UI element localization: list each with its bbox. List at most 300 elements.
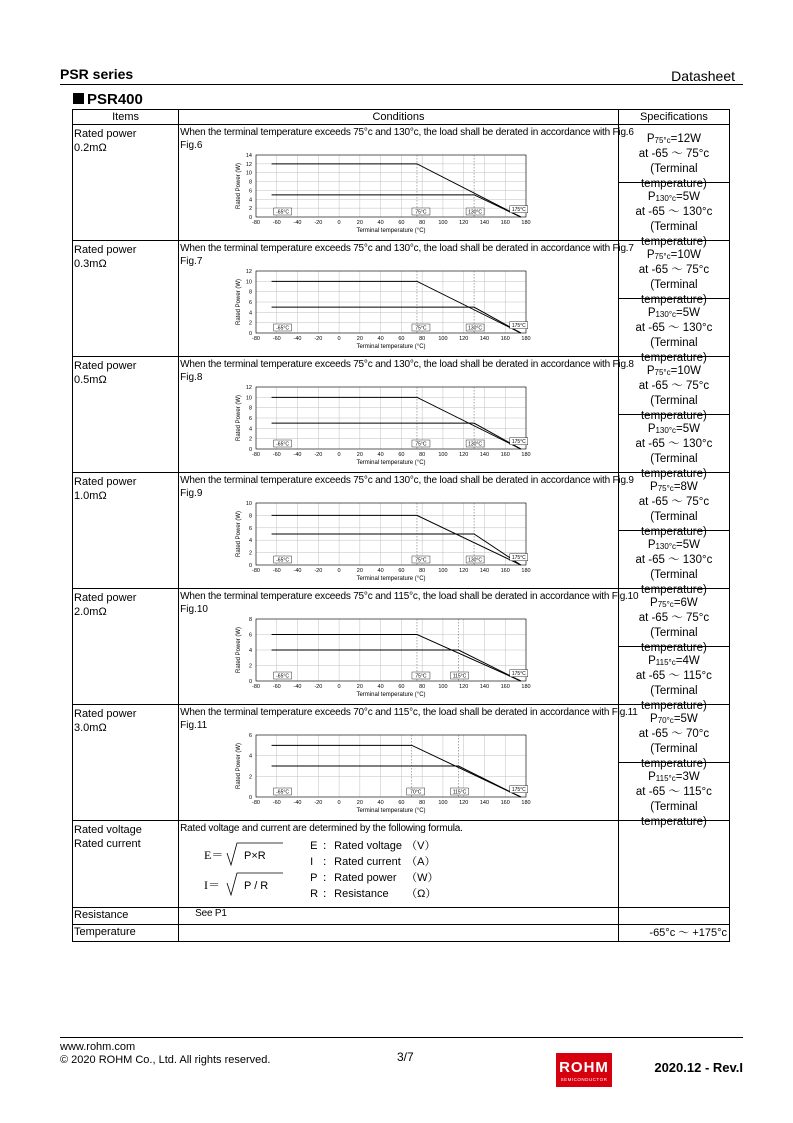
derating-condition: When the terminal temperature exceeds 75°c and 130°c, the load shall be derated in accordance with Fig.7	[180, 243, 634, 254]
spec-note: (Terminal temperature)	[640, 743, 707, 770]
spec-note: (Terminal temperature)	[640, 279, 707, 306]
annotation-label: 175°C	[511, 555, 526, 562]
x-tick-label: -80	[252, 800, 261, 806]
spec-range: at -65 ～ 130°c	[635, 322, 713, 334]
spec-range: at -65 ～ 130°c	[635, 554, 713, 566]
x-axis-label: Terminal temperature (°C)	[356, 344, 426, 350]
item-rated-voltage: Rated voltage	[74, 824, 142, 836]
x-tick-label: -20	[314, 220, 323, 226]
spec-p: P	[650, 597, 658, 609]
item-resistance-value: 1.0mΩ	[74, 490, 107, 502]
y-tick-label: 12	[246, 161, 253, 168]
footer-url[interactable]: www.rohm.com	[60, 1041, 136, 1053]
spec-sub: 115°c	[655, 774, 676, 783]
y-tick-label: 8	[249, 179, 253, 186]
x-tick-label: 140	[480, 800, 490, 806]
spec-power-1	[619, 357, 729, 422]
section-title	[73, 91, 143, 108]
spec-sub: 115°c	[655, 658, 676, 667]
x-tick-label: 180	[521, 452, 531, 458]
item-label: Rated power	[74, 128, 137, 140]
y-tick-label: 0	[249, 563, 253, 569]
spec-table	[72, 109, 730, 942]
x-tick-label: 0	[337, 684, 341, 690]
x-tick-label: 100	[438, 336, 448, 342]
y-tick-label: 6	[249, 416, 253, 422]
x-tick-label: 140	[480, 220, 490, 226]
spec-sub: 70°c	[657, 716, 674, 725]
y-tick-label: 14	[246, 153, 253, 159]
spec-p: P	[648, 655, 656, 667]
spec-range: at -65 ～ 70°c	[638, 728, 710, 740]
header-specifications: Specifications	[618, 110, 729, 125]
y-tick-label: 2	[249, 663, 253, 670]
annotation-label: 75°C	[415, 673, 427, 680]
spec-range: at -65 ～ 75°c	[638, 148, 710, 160]
legend-symbol: E	[310, 840, 318, 852]
x-tick-label: 40	[377, 568, 384, 574]
item-label: Rated power	[74, 360, 137, 372]
rated-power-row	[73, 125, 730, 241]
x-tick-label: 120	[459, 336, 469, 342]
legend-unit: （Ω）	[406, 888, 437, 900]
x-tick-label: 160	[500, 800, 510, 806]
item-label: Rated power	[74, 476, 137, 488]
spec-sub: 130°c	[655, 194, 677, 203]
spec-power-2	[619, 646, 729, 712]
formula-graphic	[199, 839, 319, 901]
annotation-label: 70°C	[410, 789, 422, 796]
rated-power-row	[73, 473, 730, 589]
x-tick-label: 0	[337, 220, 341, 226]
x-tick-label: -80	[252, 684, 261, 690]
y-tick-label: 4	[249, 648, 253, 654]
y-tick-label: 2	[249, 206, 253, 213]
derating-chart	[231, 499, 531, 583]
y-tick-label: 10	[246, 501, 253, 507]
x-tick-label: 20	[356, 336, 364, 342]
x-tick-label: 120	[459, 220, 469, 226]
legend-name: Rated voltage	[334, 840, 403, 852]
x-tick-label: 120	[459, 684, 469, 690]
y-tick-label: 2	[249, 550, 253, 557]
formula-legend-row	[310, 885, 436, 901]
rated-power-row	[73, 357, 730, 473]
formula-i-left: I＝	[204, 878, 221, 892]
header-rule	[60, 84, 743, 85]
fig-label: Fig.8	[180, 372, 203, 383]
x-tick-label: -20	[314, 684, 323, 690]
x-tick-label: 40	[377, 336, 384, 342]
series-line	[272, 635, 521, 682]
footer-copyright: © 2020 ROHM Co., Ltd. All rights reserved.	[60, 1054, 271, 1066]
y-tick-label: 0	[249, 215, 253, 221]
spec-p: P	[647, 539, 656, 551]
annotation-label: 175°C	[511, 439, 526, 446]
item-label: Rated power	[74, 244, 137, 256]
x-axis-label: Terminal temperature (°C)	[356, 576, 426, 582]
y-tick-label: 4	[249, 753, 253, 760]
x-tick-label: -80	[252, 452, 261, 458]
x-tick-label: -60	[272, 220, 281, 226]
x-tick-label: 160	[500, 568, 510, 574]
x-tick-label: -20	[314, 568, 323, 574]
item-resistance-value: 0.3mΩ	[74, 258, 107, 270]
derating-condition: When the terminal temperature exceeds 75°c and 115°c, the load shall be derated in accordance with Fig.10	[180, 591, 639, 602]
rated-power-row	[73, 705, 730, 821]
y-tick-label: 0	[249, 331, 253, 337]
x-tick-label: -20	[314, 336, 323, 342]
legend-name: Resistance	[334, 888, 389, 900]
spec-power-2	[619, 414, 729, 480]
spec-note: (Terminal temperature)	[640, 685, 707, 712]
spec-range: at -65 ～ 115°c	[635, 670, 712, 682]
y-tick-label: 4	[249, 310, 253, 317]
series-line	[272, 766, 521, 797]
spec-p: P	[650, 481, 658, 493]
annotation-label: 130°C	[468, 441, 483, 448]
spec-value: =10W	[670, 365, 701, 377]
y-tick-label: 8	[249, 513, 253, 520]
spec-note: (Terminal temperature)	[640, 569, 707, 596]
formula-e-left: E＝	[204, 848, 224, 862]
x-tick-label: 100	[438, 684, 448, 690]
x-tick-label: -80	[252, 220, 261, 226]
annotation-label: 115°C	[452, 673, 467, 680]
x-tick-label: -20	[314, 452, 323, 458]
x-axis-label: Terminal temperature (°C)	[356, 460, 426, 466]
x-tick-label: 120	[459, 568, 469, 574]
x-tick-label: -60	[272, 684, 281, 690]
resistance-row	[73, 908, 730, 925]
x-tick-label: 100	[438, 220, 448, 226]
spec-value: =5W	[676, 191, 700, 203]
x-tick-label: 40	[377, 684, 384, 690]
x-tick-label: 100	[438, 568, 448, 574]
spec-range: at -65 ～ 75°c	[638, 264, 710, 276]
y-tick-label: 2	[249, 436, 253, 443]
rated-vi-condition: Rated voltage and current are determined by the following formula.	[180, 823, 463, 834]
item-temperature: Temperature	[74, 926, 136, 938]
x-tick-label: 160	[500, 452, 510, 458]
spec-range: at -65 ～ 130°c	[635, 206, 713, 218]
x-tick-label: 0	[337, 336, 341, 342]
y-tick-label: 6	[249, 188, 253, 195]
header-items: Items	[73, 110, 179, 125]
formula-block	[179, 837, 618, 907]
x-tick-label: -60	[272, 452, 281, 458]
spec-range: at -65 ～ 75°c	[638, 496, 710, 508]
y-tick-label: 10	[246, 395, 253, 402]
annotation-label: 175°C	[511, 207, 526, 214]
spec-sub: 75°c	[654, 136, 671, 145]
annotation-label: 175°C	[511, 323, 526, 330]
formula-legend-row	[310, 837, 435, 853]
datasheet-label: Datasheet	[671, 68, 735, 84]
spec-p: P	[647, 423, 656, 435]
spec-note: (Terminal temperature)	[640, 627, 707, 654]
derating-condition: When the terminal temperature exceeds 75°c and 130°c, the load shall be derated in accordance with Fig.6	[180, 127, 634, 138]
x-tick-label: 20	[356, 568, 364, 574]
x-tick-label: 20	[356, 220, 364, 226]
spec-note: (Terminal temperature)	[640, 221, 707, 248]
x-tick-label: 140	[480, 336, 490, 342]
header-conditions: Conditions	[179, 110, 619, 125]
x-axis-label: Terminal temperature (°C)	[356, 808, 426, 814]
spec-power-2	[619, 530, 729, 596]
x-tick-label: 140	[480, 568, 490, 574]
x-tick-label: 80	[419, 220, 426, 226]
x-tick-label: -40	[293, 684, 302, 690]
x-tick-label: -40	[293, 568, 302, 574]
formula-legend-row	[310, 869, 438, 885]
x-tick-label: 0	[337, 568, 341, 574]
spec-sub: 75°c	[654, 252, 671, 261]
annotation-label: 75°C	[415, 209, 427, 216]
fig-label: Fig.6	[180, 140, 203, 151]
legend-symbol: I	[310, 856, 314, 868]
legend-sep: ：	[322, 888, 334, 900]
derating-condition: When the terminal temperature exceeds 75°c and 130°c, the load shall be derated in accordance with Fig.9	[180, 475, 634, 486]
x-tick-label: -40	[293, 220, 302, 226]
annotation-label: 175°C	[511, 671, 526, 678]
annotation-label: 115°C	[452, 789, 467, 796]
annotation-label: 75°C	[415, 557, 427, 564]
fig-label: Fig.11	[180, 720, 208, 731]
y-tick-label: 8	[249, 289, 253, 296]
y-tick-label: 4	[249, 538, 253, 545]
item-resistance-value: 0.2mΩ	[74, 142, 107, 154]
spec-sub: 130°c	[655, 310, 677, 319]
x-tick-label: 80	[419, 800, 426, 806]
x-tick-label: 180	[521, 220, 531, 226]
spec-value: =5W	[676, 423, 700, 435]
spec-sub: 75°c	[654, 368, 671, 377]
legend-sep: ：	[322, 840, 334, 852]
spec-range: at -65 ～ 130°c	[635, 438, 713, 450]
x-tick-label: -60	[272, 336, 281, 342]
annotation-label: 175°C	[511, 787, 526, 794]
legend-symbol: P	[310, 872, 318, 884]
spec-range: at -65 ～ 75°c	[638, 380, 710, 392]
item-rated-current: Rated current	[74, 838, 141, 850]
y-tick-label: 0	[249, 679, 253, 685]
annotation-label: 75°C	[415, 441, 427, 448]
derating-chart	[231, 731, 531, 815]
y-tick-label: 2	[249, 320, 253, 327]
spec-p: P	[647, 191, 656, 203]
rated-vi-row	[73, 821, 730, 908]
spec-p: P	[646, 365, 655, 377]
y-tick-label: 6	[249, 525, 253, 532]
legend-sep: ：	[322, 872, 334, 884]
square-bullet-icon	[73, 93, 84, 104]
y-tick-label: 8	[249, 405, 253, 412]
annotation-label: -65°C	[276, 557, 290, 564]
spec-sub: 75°c	[657, 484, 674, 493]
x-tick-label: -60	[272, 800, 281, 806]
x-tick-label: 160	[500, 336, 510, 342]
x-tick-label: 40	[377, 220, 384, 226]
y-tick-label: 10	[246, 170, 253, 177]
spec-power-1	[619, 473, 729, 538]
x-tick-label: 60	[398, 220, 405, 226]
spec-p: P	[646, 133, 655, 145]
fig-label: Fig.7	[180, 256, 203, 267]
x-tick-label: 120	[459, 452, 469, 458]
x-axis-label: Terminal temperature (°C)	[356, 692, 426, 698]
item-resistance-value: 2.0mΩ	[74, 606, 107, 618]
spec-power-2	[619, 762, 729, 828]
y-axis-label: Rated Power (W)	[236, 278, 243, 326]
logo-text: ROHM	[559, 1059, 609, 1076]
x-tick-label: -40	[293, 452, 302, 458]
x-tick-label: 20	[356, 452, 364, 458]
x-tick-label: 180	[521, 684, 531, 690]
formula-legend-row	[310, 853, 435, 869]
y-axis-label: Rated Power (W)	[236, 626, 243, 674]
spec-power-2	[619, 298, 729, 364]
x-tick-label: 180	[521, 336, 531, 342]
spec-p: P	[648, 771, 656, 783]
x-tick-label: 160	[500, 220, 510, 226]
series-line	[272, 745, 521, 797]
y-tick-label: 4	[249, 197, 253, 204]
x-tick-label: 20	[356, 800, 364, 806]
x-tick-label: 0	[337, 800, 341, 806]
x-tick-label: -20	[314, 800, 323, 806]
spec-value: =5W	[676, 539, 700, 551]
item-label: Rated power	[74, 708, 137, 720]
annotation-label: -65°C	[276, 789, 290, 796]
derating-condition: When the terminal temperature exceeds 70°c and 115°c, the load shall be derated in accordance with Fig.11	[180, 707, 638, 718]
y-tick-label: 8	[249, 617, 253, 623]
spec-power-1	[619, 125, 729, 190]
x-tick-label: -80	[252, 336, 261, 342]
formula-i-inner: P / R	[244, 880, 269, 892]
y-axis-label: Rated Power (W)	[236, 394, 243, 442]
derating-condition: When the terminal temperature exceeds 75°c and 130°c, the load shall be derated in accordance with Fig.8	[180, 359, 634, 370]
spec-note: (Terminal temperature)	[640, 801, 707, 828]
spec-power-1	[619, 241, 729, 306]
x-tick-label: 100	[438, 800, 448, 806]
rohm-logo	[556, 1053, 612, 1087]
x-tick-label: 160	[500, 684, 510, 690]
table-header-row	[73, 110, 730, 125]
spec-value: =6W	[673, 597, 698, 609]
spec-p: P	[647, 307, 656, 319]
y-tick-label: 12	[246, 269, 253, 275]
annotation-label: 130°C	[468, 209, 483, 216]
x-tick-label: 80	[419, 684, 426, 690]
spec-value: =4W	[675, 655, 700, 667]
legend-unit: （A）	[406, 856, 436, 868]
derating-chart	[231, 151, 531, 235]
annotation-label: -65°C	[276, 209, 290, 216]
x-tick-label: 80	[419, 336, 426, 342]
y-tick-label: 2	[249, 774, 253, 781]
x-tick-label: 60	[398, 684, 405, 690]
x-tick-label: 180	[521, 568, 531, 574]
spec-value: =12W	[670, 133, 701, 145]
legend-name: Rated power	[334, 872, 397, 884]
y-tick-label: 6	[249, 300, 253, 306]
x-tick-label: 60	[398, 452, 405, 458]
annotation-label: 130°C	[468, 325, 483, 332]
spec-value: =10W	[670, 249, 701, 261]
x-tick-label: 80	[419, 568, 426, 574]
series-title: PSR series	[60, 66, 134, 82]
section-title-text: PSR400	[87, 91, 143, 108]
x-axis-label: Terminal temperature (°C)	[356, 228, 426, 234]
spec-value: =8W	[673, 481, 698, 493]
spec-value: =3W	[675, 771, 700, 783]
spec-note: (Terminal temperature)	[640, 163, 707, 190]
y-axis-label: Rated Power (W)	[236, 742, 243, 790]
rated-power-row	[73, 589, 730, 705]
item-label: Rated power	[74, 592, 137, 604]
legend-sep: ：	[322, 856, 334, 868]
y-tick-label: 0	[249, 447, 253, 453]
spec-sub: 130°c	[655, 542, 677, 551]
item-resistance-value: 3.0mΩ	[74, 722, 107, 734]
spec-range: at -65 ～ 115°c	[635, 786, 712, 798]
x-tick-label: 20	[356, 684, 364, 690]
y-tick-label: 0	[249, 795, 253, 801]
legend-name: Rated current	[334, 856, 401, 868]
y-tick-label: 6	[249, 632, 253, 639]
spec-note: (Terminal temperature)	[640, 337, 707, 364]
resistance-condition: See P1	[195, 908, 227, 919]
x-tick-label: 60	[398, 336, 405, 342]
y-axis-label: Rated Power (W)	[236, 510, 243, 558]
y-axis-label: Rated Power (W)	[236, 162, 243, 210]
rated-power-row	[73, 241, 730, 357]
x-tick-label: 60	[398, 800, 405, 806]
y-tick-label: 4	[249, 426, 253, 433]
annotation-label: -65°C	[276, 441, 290, 448]
x-tick-label: 60	[398, 568, 405, 574]
item-resistance: Resistance	[74, 909, 129, 921]
y-tick-label: 12	[246, 385, 253, 391]
spec-sub: 130°c	[655, 426, 677, 435]
x-tick-label: 40	[377, 452, 384, 458]
spec-range: at -65 ～ 75°c	[638, 612, 710, 624]
y-tick-label: 10	[246, 279, 253, 286]
x-tick-label: 180	[521, 800, 531, 806]
x-tick-label: 80	[419, 452, 426, 458]
temperature-row	[73, 925, 730, 942]
annotation-label: 75°C	[415, 325, 427, 332]
spec-p: P	[650, 713, 658, 725]
x-tick-label: -40	[293, 336, 302, 342]
derating-chart	[231, 267, 531, 351]
fig-label: Fig.10	[180, 604, 208, 615]
x-tick-label: 0	[337, 452, 341, 458]
annotation-label: 130°C	[468, 557, 483, 564]
logo-subtext: SEMICONDUCTOR	[560, 1077, 608, 1082]
x-tick-label: 40	[377, 800, 384, 806]
spec-note: (Terminal temperature)	[640, 395, 707, 422]
legend-unit: （W）	[406, 872, 439, 884]
x-tick-label: -40	[293, 800, 302, 806]
formula-e-inner: P×R	[244, 850, 266, 862]
x-tick-label: 120	[459, 800, 469, 806]
spec-note: (Terminal temperature)	[640, 453, 707, 480]
temperature-spec: -65°c ～ +175°c	[649, 927, 727, 939]
spec-sub: 75°c	[657, 600, 674, 609]
fig-label: Fig.9	[180, 488, 203, 499]
